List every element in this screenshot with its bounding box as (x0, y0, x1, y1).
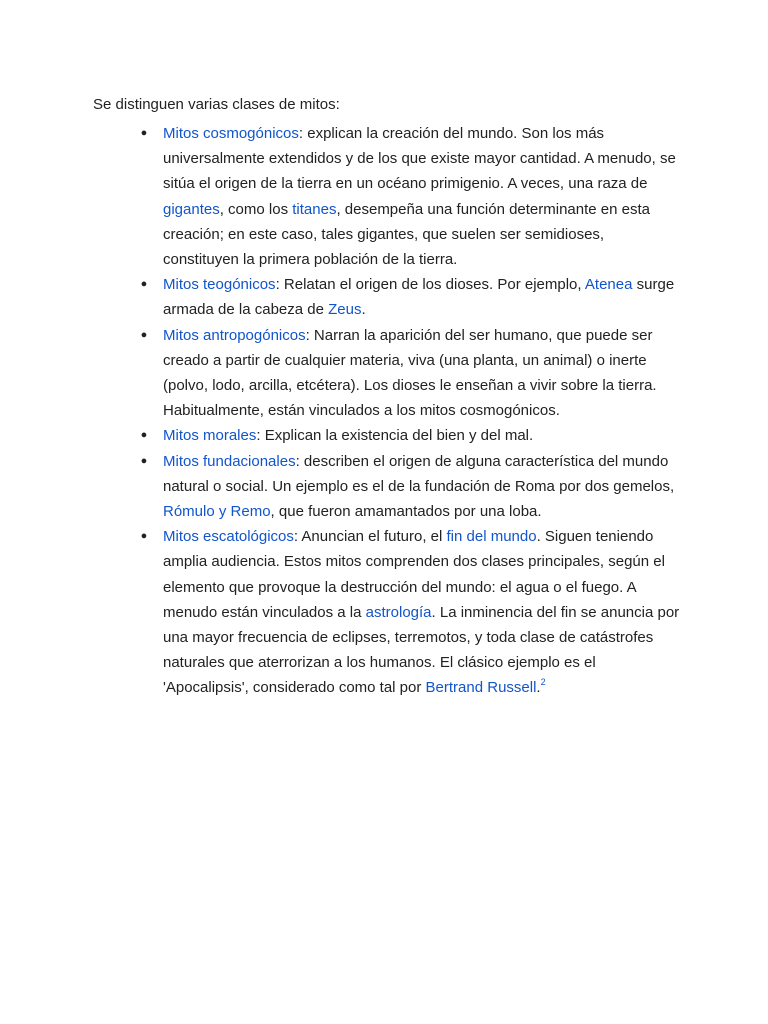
intro-paragraph: Se distinguen varias clases de mitos: (93, 96, 340, 113)
bullet-icon: ● (140, 429, 148, 442)
item-text: . Siguen teniendo amplia audiencia. Estos mitos comprenden dos clases principales, según el elemento que provoque la destrucción del mundo: el agua o el fuego. A menudo están vinculados a la (163, 528, 665, 621)
item-text: . La inminencia del fin se anuncia por una mayor frecuencia de eclipses, terremotos, y toda clase de catástrofes naturales que aterrorizan a los humanos. El clásico ejemplo es el 'Apocalipsis', considerado como tal por (163, 603, 680, 697)
link-zeus[interactable]: Zeus (328, 301, 362, 319)
item-text: : explican la creación del mundo. Son los más universalmente extendidos y de los que existe mayor cantidad. A menudo, se sitúa el origen de la tierra en un océano primigenio. A veces, una raza de (163, 125, 676, 193)
link-mitos-antropogonicos[interactable]: Mitos antropogónicos (163, 326, 306, 344)
link-atenea[interactable]: Atenea (584, 276, 633, 294)
link-mitos-teogonicos[interactable]: Mitos teogónicos (163, 276, 276, 294)
item-text: . (536, 679, 541, 697)
bullet-icon: ● (140, 278, 148, 291)
item-text: surge armada de la cabeza de (163, 276, 675, 319)
item-text: : Explican la existencia del bien y del mal. (256, 427, 534, 445)
document-body (93, 92, 683, 701)
item-text: : Narran la aparición del ser humano, que puede ser creado a partir de cualquier materia, viva (una planta, un animal) o inerte (polvo, lodo, arcilla, etcétera). Los dioses le enseñan a vivir sobre la tierra. Habitualmente, están vinculados a los mitos cosmogónicos. (163, 326, 657, 420)
link-romulo-y-remo[interactable]: Rómulo y Remo (163, 503, 271, 521)
bullet-icon: ● (140, 328, 148, 341)
list-item-morales (93, 423, 683, 448)
list-item-teogonicos (93, 272, 683, 322)
link-astrologia[interactable]: astrología (365, 603, 432, 621)
bullet-icon: ● (140, 530, 148, 543)
bullet-icon: ● (140, 127, 148, 139)
list-item-escatologicos (93, 524, 683, 700)
item-text: , desempeña una función determinante en esta creación; en este caso, tales gigantes, que suelen ser semidioses, constituyen la primera población de la tierra. (163, 200, 651, 269)
item-text: : Anuncian el futuro, el (293, 528, 447, 546)
list-item-cosmogonicos (93, 121, 683, 272)
link-gigantes[interactable]: gigantes (163, 200, 220, 218)
item-text: : Relatan el origen de los dioses. Por ejemplo, (275, 276, 585, 294)
link-bertrand-russell[interactable]: Bertrand Russell (425, 679, 537, 697)
link-mitos-cosmogonicos[interactable]: Mitos cosmogónicos (163, 125, 299, 142)
link-titanes[interactable]: titanes (292, 200, 337, 218)
footnote-marker[interactable]: 2 (540, 677, 546, 688)
item-text: , que fueron amamantados por una loba. (270, 503, 542, 521)
list-item-fundacionales (93, 449, 683, 525)
list-item-antropogonicos (93, 323, 683, 424)
item-text: . (361, 301, 366, 319)
link-mitos-fundacionales[interactable]: Mitos fundacionales (163, 452, 296, 470)
bullet-icon: ● (140, 454, 148, 467)
link-mitos-escatologicos[interactable]: Mitos escatológicos (163, 528, 294, 546)
myth-types-list (93, 121, 683, 701)
link-mitos-morales[interactable]: Mitos morales (163, 427, 257, 445)
item-text: , como los (219, 200, 293, 218)
link-fin-del-mundo[interactable]: fin del mundo (446, 528, 537, 546)
item-text: : describen el origen de alguna característica del mundo natural o social. Un ejemplo es el de la fundación de Roma por dos gemelos, (163, 452, 675, 495)
